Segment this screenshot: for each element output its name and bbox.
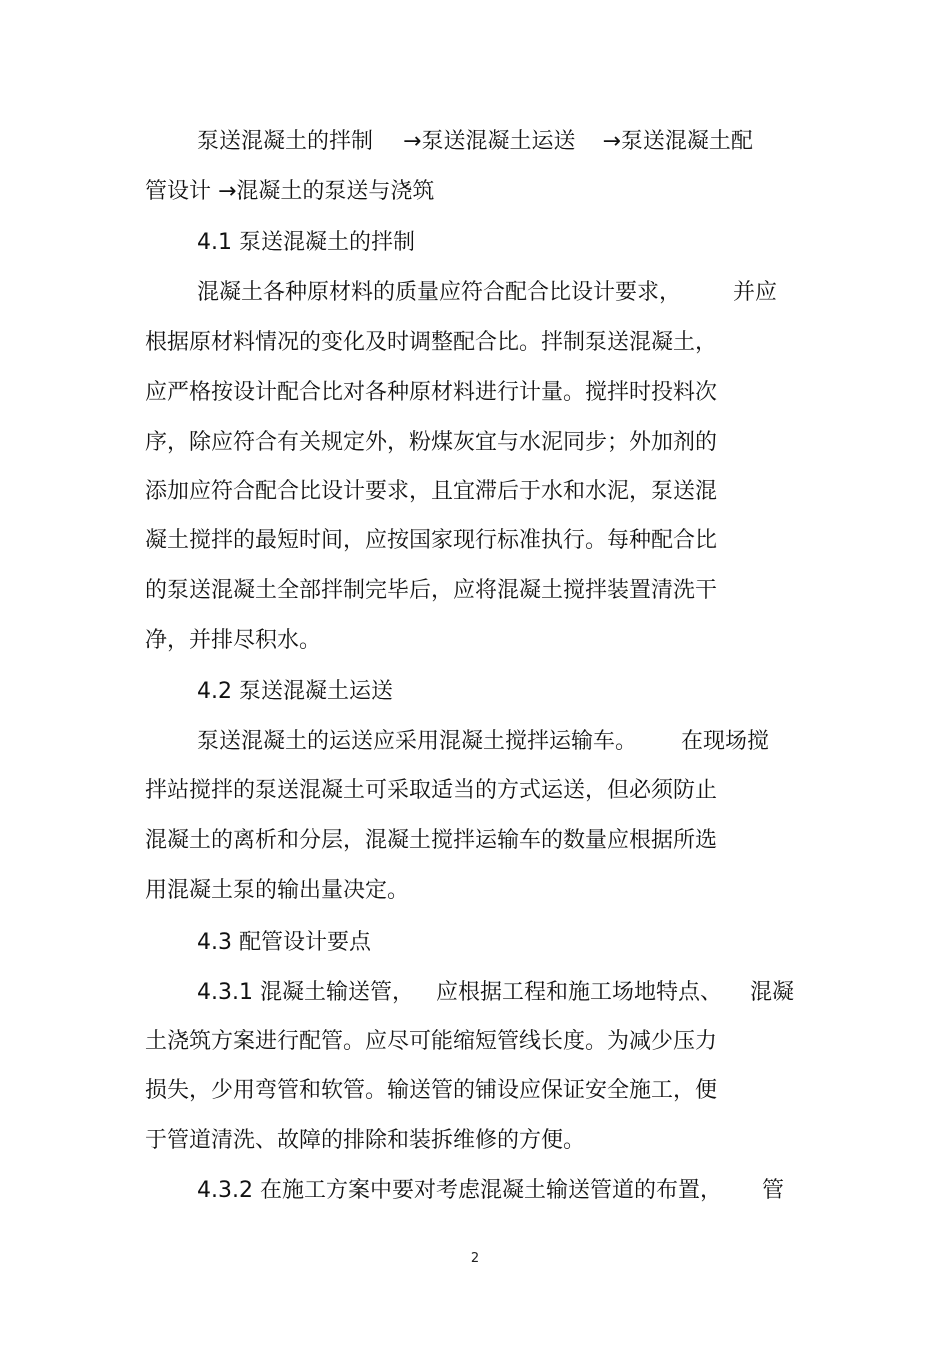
- text-line: [197, 278, 777, 308]
- text-segment: 混凝土各种原材料的质量应符合配合比设计要求，: [197, 280, 682, 305]
- text-line: 应严格按设计配合比对各种原材料进行计量。搅拌时投料次: [145, 380, 718, 405]
- text-line: [197, 127, 753, 157]
- text-line: 拌站搅拌的泵送混凝土可采取适当的方式运送，但必须防止: [145, 778, 718, 803]
- text-segment: 在现场搅: [681, 729, 770, 754]
- text-line: [145, 177, 434, 207]
- text-line: 添加应符合配合比设计要求，且宜滞后于水和水泥，泵送混: [145, 479, 718, 504]
- text-segment: 管: [761, 1178, 784, 1203]
- text-line: [197, 978, 794, 1008]
- text-segment: 应根据工程和施工场地特点、: [435, 980, 722, 1005]
- text-line: [197, 727, 769, 757]
- text-line: 混凝土的离析和分层，混凝土搅拌运输车的数量应根据所选: [145, 828, 718, 853]
- section-heading: 4.1 泵送混凝土的拌制: [197, 230, 415, 255]
- text-line: 土浇筑方案进行配管。应尽可能缩短管线长度。为减少压力: [145, 1029, 718, 1054]
- text-line: 于管道清洗、故障的排除和装拆维修的方便。: [145, 1128, 586, 1153]
- text-segment: 并应: [733, 280, 778, 305]
- text-segment: 混凝: [750, 980, 795, 1005]
- section-heading: 4.2 泵送混凝土运送: [197, 679, 393, 704]
- text-segment: 泵送混凝土的拌制: [197, 129, 374, 154]
- text-segment: →泵送混凝土运送: [403, 129, 576, 154]
- text-segment: 4.3.1 混凝土输送管，: [197, 980, 414, 1005]
- text-segment: →泵送混凝土配: [602, 129, 753, 154]
- text-line: 损失，少用弯管和软管。输送管的铺设应保证安全施工，便: [145, 1078, 718, 1103]
- text-segment: 4.3.2 在施工方案中要对考虑混凝土输送管道的布置，: [197, 1178, 722, 1203]
- text-line: 凝土搅拌的最短时间，应按国家现行标准执行。每种配合比: [145, 528, 718, 553]
- text-line: 根据原材料情况的变化及时调整配合比。拌制泵送混凝土，: [145, 330, 718, 355]
- section-heading: 4.3 配管设计要点: [197, 930, 371, 955]
- page-number: 2: [470, 1251, 480, 1266]
- text-segment: 泵送混凝土的运送应采用混凝土搅拌运输车。: [197, 729, 638, 754]
- text-line: 序，除应符合有关规定外，粉煤灰宜与水泥同步；外加剂的: [145, 430, 718, 455]
- text-line: 净，并排尽积水。: [145, 628, 322, 653]
- text-line: 用混凝土泵的输出量决定。: [145, 878, 410, 903]
- text-line: 的泵送混凝土全部拌制完毕后，应将混凝土搅拌装置清洗干: [145, 578, 718, 603]
- text-line: [197, 1176, 784, 1206]
- text-segment: 管设计 →混凝土的泵送与浇筑: [145, 179, 435, 204]
